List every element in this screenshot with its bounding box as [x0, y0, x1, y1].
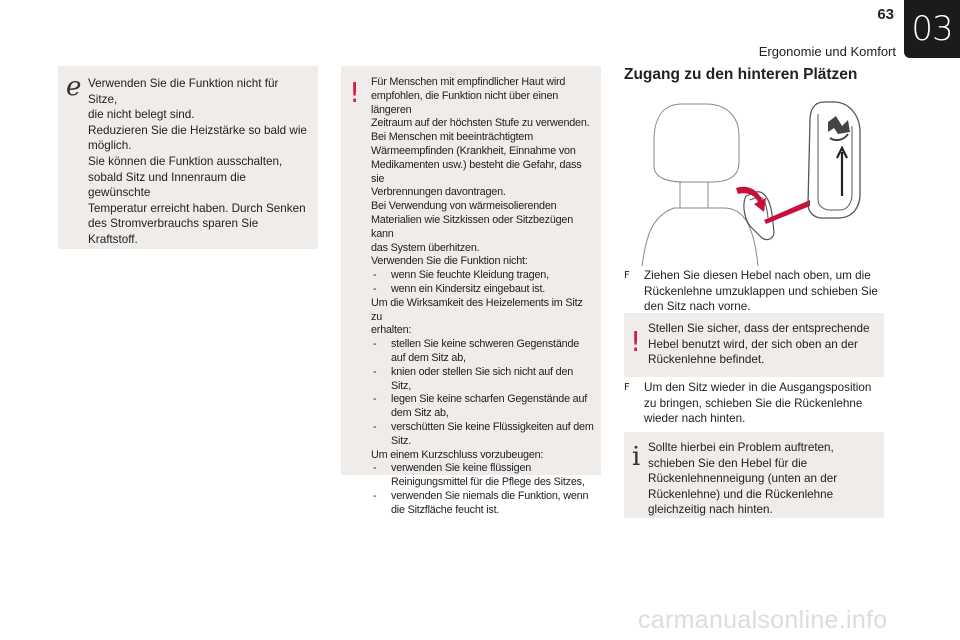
chapter-number: 03 [911, 9, 953, 49]
exclamation-icon: ! [630, 325, 642, 358]
list-item: - verwenden Sie keine flüssigen Reinigungsmittel für die Pflege des Sitzes, [371, 462, 595, 490]
watermark: carmanualsonline.info [638, 606, 888, 634]
bullet-marker-icon: F [624, 270, 630, 281]
warning-note-box [341, 66, 601, 516]
list-item: - stellen Sie keine schweren Gegenstände auf dem Sitz ab, [371, 338, 595, 366]
bullet-text: Um den Sitz wieder in die Ausgangsposition zu bringen, schieben Sie die Rückenlehne wieder nach hinten. [644, 381, 872, 426]
warning-line: Medikamenten usw.) besteht die Gefahr, dass sie [371, 158, 582, 185]
bullet-text: Ziehen Sie diesen Hebel nach oben, um die Rückenlehne umzuklappen und schieben Sie den Sitz nach vorne. [644, 269, 878, 314]
warning-line: Verwenden Sie die Funktion nicht: [371, 255, 528, 268]
rear-access-heading: Zugang zu den hinteren Plätzen [624, 66, 858, 83]
eco-note-text [88, 76, 308, 248]
section-title: Ergonomie und Komfort [758, 44, 896, 59]
warning-line: Um einem Kurzschluss vorzubeugen: [371, 448, 544, 461]
eco-line: sobald Sitz und Innenraum die gewünschte [88, 170, 246, 200]
eco-line: des Stromverbrauchs sparen Sie Kraftstoff. [88, 217, 259, 246]
seat-fold-icon-arrow [830, 134, 848, 140]
bullet-pull-lever [624, 268, 884, 315]
eco-line: Reduzieren Sie die Heizstärke so bald wie [88, 123, 307, 137]
eco-line: möglich. [88, 139, 132, 153]
warning-lever-box [624, 313, 884, 377]
warning-line: Bei Menschen mit beeinträchtigtem [371, 131, 534, 144]
warning-note-text [371, 76, 595, 518]
warning-line: Zeitraum auf der höchsten Stufe zu verwenden. [371, 117, 590, 130]
seat-backrest-lever-illustration [624, 96, 886, 266]
list-item: - wenn ein Kindersitz eingebaut ist. [371, 283, 595, 297]
warning-list-shortcircuit [371, 462, 595, 517]
info-note-box [624, 432, 884, 518]
list-item: - legen Sie keine scharfen Gegenstände auf dem Sitz ab, [371, 393, 595, 421]
headrest-shape [654, 104, 739, 182]
eco-line: Verwenden Sie die Funktion nicht für Sitze, [88, 77, 279, 106]
list-item: - knien oder stellen Sie sich nicht auf den Sitz, [371, 366, 595, 394]
warning-line: Für Menschen mit empfindlicher Haut wird [371, 76, 566, 88]
warning-line: Verbrennungen davontragen. [371, 186, 506, 199]
seat-fold-icon [828, 116, 850, 134]
page-number: 63 [877, 6, 894, 23]
list-item: - verwenden Sie niemals die Funktion, wenn die Sitzfläche feucht ist. [371, 490, 595, 518]
warning-line: erhalten: [371, 324, 412, 337]
exclamation-icon: ! [349, 76, 361, 109]
info-note-text: Sollte hierbei ein Problem auftreten, schieben Sie den Hebel für die Rückenlehnenneigung (unten an der Rückenlehne) und die Rückenlehne gleichzeitig nach hinten. [648, 441, 838, 517]
eco-note-box [58, 66, 318, 249]
warning-line: das System überhitzen. [371, 241, 480, 254]
warning-line: Wärmeempfinden (Krankheit, Einnahme von [371, 144, 576, 157]
bullet-push-back [624, 380, 884, 427]
warning-list-conditions [371, 269, 595, 297]
warning-line: Materialien wie Sitzkissen oder Sitzbezügen kann [371, 213, 574, 240]
warning-lever-text: Stellen Sie sicher, dass der entsprechende Hebel benutzt wird, der sich oben an der Rückenlehne befindet. [648, 322, 870, 367]
backrest-shape [642, 208, 758, 266]
bullet-marker-icon: F [624, 382, 630, 393]
warning-line: empfohlen, die Funktion nicht über einen längeren [371, 89, 559, 116]
list-item: - verschütten Sie keine Flüssigkeiten auf dem Sitz. [371, 421, 595, 449]
warning-line: Um die Wirksamkeit des Heizelements im Sitz zu [371, 296, 583, 323]
warning-line: Bei Verwendung von wärmeisolierenden [371, 200, 557, 213]
pointer-arrow [764, 200, 810, 224]
eco-line: Sie können die Funktion ausschalten, [88, 154, 283, 168]
list-item: - wenn Sie feuchte Kleidung tragen, [371, 269, 595, 283]
info-icon: i [632, 442, 641, 472]
eco-line: Temperatur erreicht haben. Durch Senken [88, 201, 306, 215]
eco-line: die nicht belegt sind. [88, 108, 195, 122]
leaf-eco-icon: e [66, 72, 82, 102]
up-arrow-icon [837, 148, 847, 196]
chapter-tab [904, 0, 960, 58]
warning-list-care [371, 338, 595, 448]
headrest-rod [680, 182, 708, 208]
